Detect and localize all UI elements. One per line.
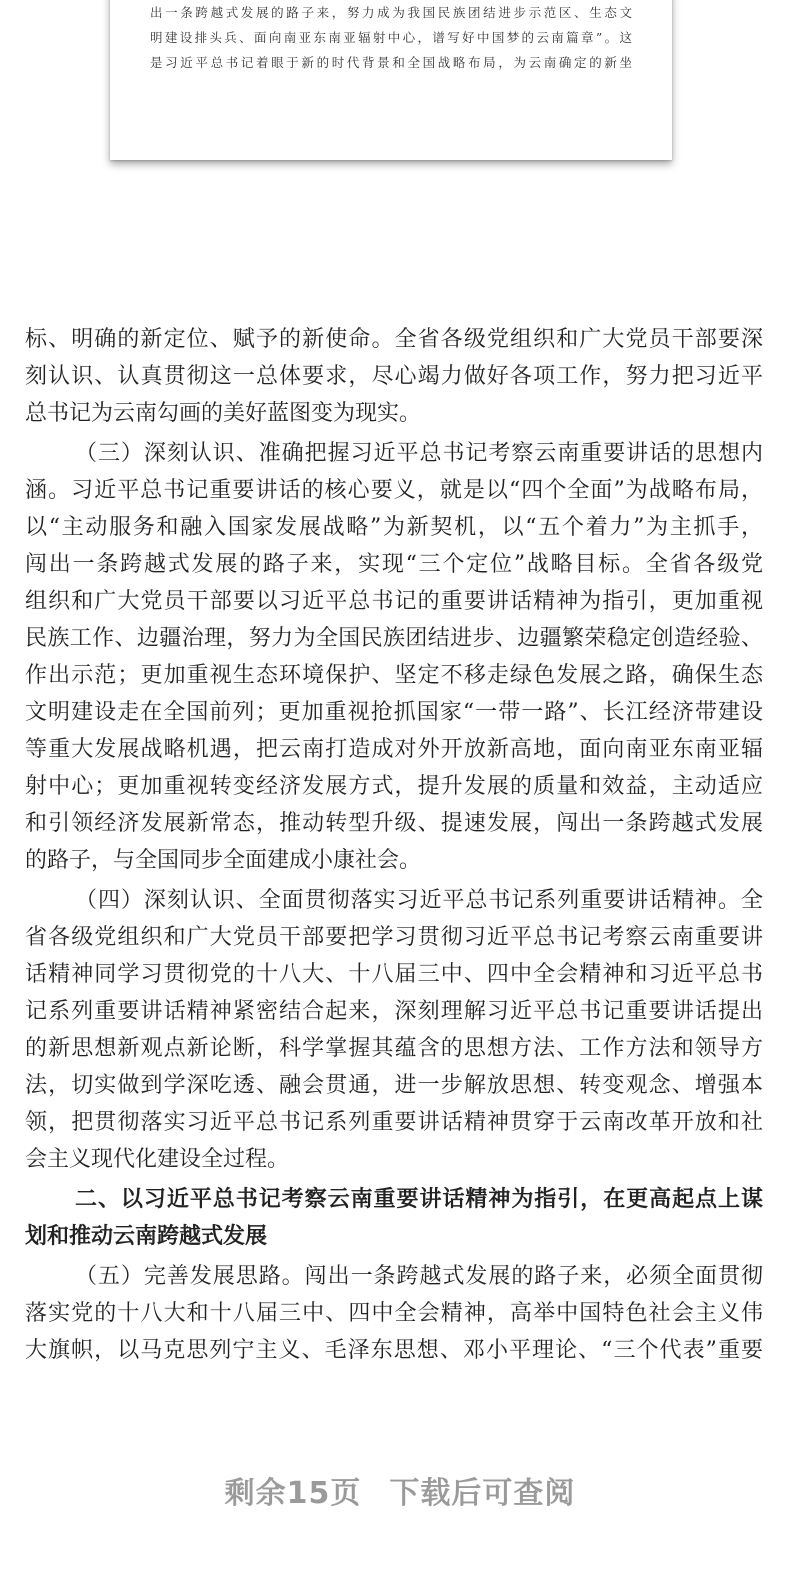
text-line: 大旗帜，以马克思列宁主义、毛泽东思想、邓小平理论、“三个代表”重要 xyxy=(25,1338,763,1363)
text-line: 等重大发展战略机遇，把云南打造成对外开放新高地，面向南亚东南亚辐 xyxy=(25,737,763,762)
text-line: 射中心；更加重视转变经济发展方式，提升发展的质量和效益，主动适应 xyxy=(25,774,763,799)
text-line: 划和推动云南跨越式发展 xyxy=(25,1223,268,1249)
remaining-pages-label[interactable]: 剩余15页 xyxy=(224,1476,362,1511)
text-line: 二、以习近平总书记考察云南重要讲话精神为指引，在更高起点上谋 xyxy=(75,1186,763,1212)
card-text-line: 明建设排头兵、面向南亚东南亚辐射中心，谱写好中国梦的云南篇章”。这 xyxy=(150,30,632,45)
text-line: 的新思想新观点新论断，科学掌握其蕴含的思想方法、工作方法和领导方 xyxy=(25,1036,763,1061)
text-line: 以“主动服务和融入国家发展战略”为新契机，以“五个着力”为主抓手， xyxy=(25,515,763,540)
paragraph xyxy=(25,321,763,432)
text-line: 话精神同学习贯彻党的十八大、十八届三中、四中全会精神和习近平总书 xyxy=(25,962,763,987)
text-line: 总书记为云南勾画的美好蓝图变为现实。 xyxy=(25,401,422,426)
text-line: 落实党的十八大和十八届三中、四中全会精神，高举中国特色社会主义伟 xyxy=(25,1301,763,1326)
text-line: （三）深刻认识、准确把握习近平总书记考察云南重要讲话的思想内 xyxy=(75,441,763,466)
card-text-line: 是习近平总书记着眼于新的时代背景和全国战略布局，为云南确定的新坐 xyxy=(150,55,632,70)
text-line: 和引领经济发展新常态，推动转型升级、提速发展，闯出一条跨越式发展 xyxy=(25,811,763,836)
text-line: 会主义现代化建设全过程。 xyxy=(25,1147,290,1172)
text-line: （五）完善发展思路。闯出一条跨越式发展的路子来，必须全面贯彻 xyxy=(75,1264,763,1289)
download-prompt[interactable] xyxy=(0,1468,800,1512)
document-body xyxy=(25,321,763,1372)
text-line: 记系列重要讲话精神紧密结合起来，深刻理解习近平总书记重要讲话提出 xyxy=(25,999,763,1024)
text-line: 刻认识、认真贯彻这一总体要求，尽心竭力做好各项工作，努力把习近平 xyxy=(25,364,763,389)
embedded-page-text xyxy=(150,0,632,75)
text-line: 文明建设走在全国前列；更加重视抢抓国家“一带一路”、长江经济带建设 xyxy=(25,700,763,725)
section-heading xyxy=(25,1181,763,1255)
paragraph xyxy=(25,1258,763,1369)
text-line: 涵。习近平总书记重要讲话的核心要义，就是以“四个全面”为战略布局， xyxy=(25,478,763,503)
text-line: 省各级党组织和广大党员干部要把学习贯彻习近平总书记考察云南重要讲 xyxy=(25,925,763,950)
text-line: 法，切实做到学深吃透、融会贯通，进一步解放思想、转变观念、增强本 xyxy=(25,1073,763,1098)
text-line: 作出示范；更加重视生态环境保护、坚定不移走绿色发展之路，确保生态 xyxy=(25,663,763,688)
text-line: 标、明确的新定位、赋予的新使命。全省各级党组织和广大党员干部要深 xyxy=(25,327,763,352)
text-line: 民族工作、边疆治理，努力为全国民族团结进步、边疆繁荣稳定创造经验、 xyxy=(25,626,763,651)
text-line: 的路子，与全国同步全面建成小康社会。 xyxy=(25,848,422,873)
paragraph xyxy=(25,882,763,1178)
paragraph xyxy=(25,435,763,879)
text-line: 组织和广大党员干部要以习近平总书记的重要讲话精神为指引，更加重视 xyxy=(25,589,763,614)
text-line: 闯出一条跨越式发展的路子来，实现“三个定位”战略目标。全省各级党 xyxy=(25,552,763,577)
embedded-page-image xyxy=(110,0,672,160)
text-line: （四）深刻认识、全面贯彻落实习近平总书记系列重要讲话精神。全 xyxy=(75,888,763,913)
text-line: 领，把贯彻落实习近平总书记系列重要讲话精神贯穿于云南改革开放和社 xyxy=(25,1110,763,1135)
card-text-line: 出一条跨越式发展的路子来，努力成为我国民族团结进步示范区、生态文 xyxy=(150,5,632,20)
download-to-view-label[interactable]: 下载后可查阅 xyxy=(389,1476,576,1511)
